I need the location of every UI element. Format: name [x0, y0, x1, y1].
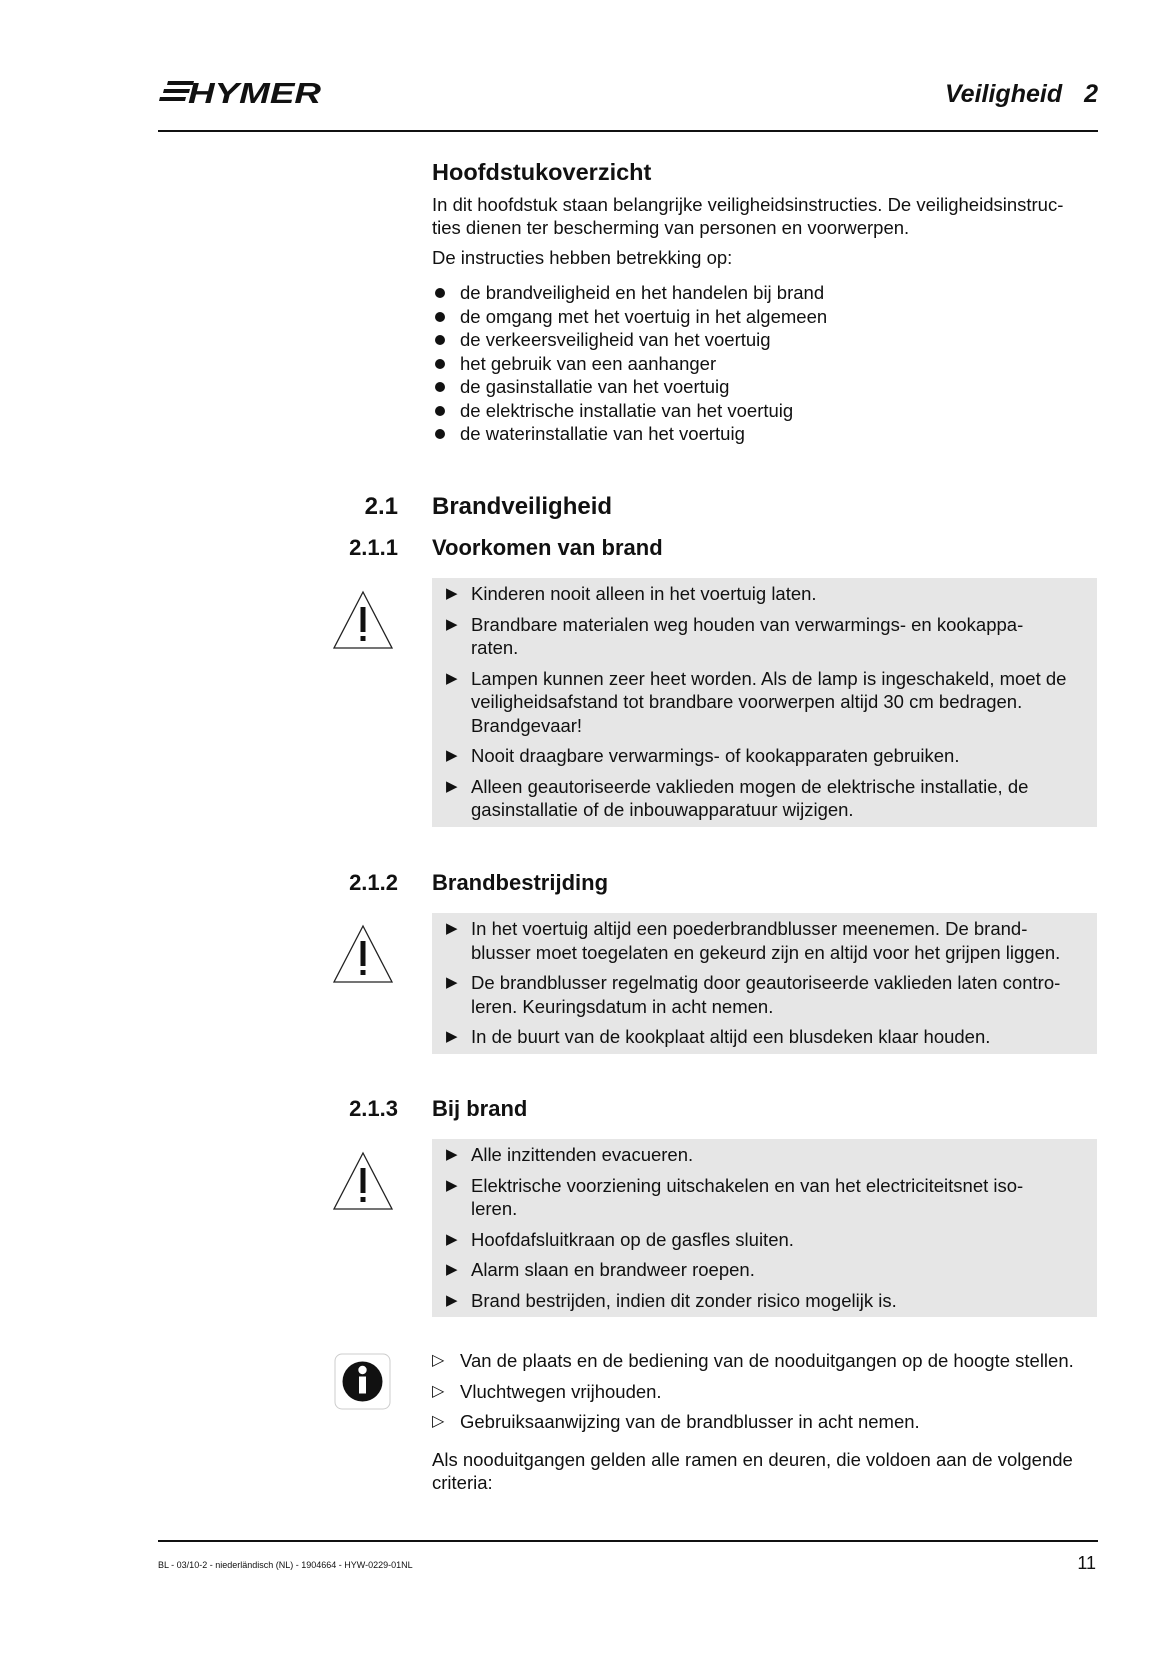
- chapter-number: 2: [1084, 80, 1098, 108]
- info-item: ▷ Vluchtwegen vrijhouden.: [432, 1380, 662, 1402]
- info-item: ▷ Van de plaats en de bediening van de nooduitgangen op de hoogte stellen.: [432, 1350, 1074, 1371]
- list-item: de gasinstallatie van het voertuig: [432, 375, 1098, 399]
- section-title: Voorkomen van brand: [432, 535, 663, 560]
- section-title: Bij brand: [432, 1096, 528, 1121]
- bullet-icon: [435, 335, 445, 345]
- warning-item: ▶ In de buurt van de kookplaat altijd een blusdeken klaar houden.: [446, 1026, 991, 1047]
- header-rule: [158, 130, 1098, 132]
- triangle-bullet-icon: ▶: [446, 615, 458, 633]
- triangle-bullet-icon: ▶: [446, 920, 458, 937]
- list-item: de verkeersveiligheid van het voertuig: [432, 328, 1098, 352]
- warning-triangle-icon: [332, 1151, 394, 1211]
- warning-item: ▶ Brandbare materialen weg houden van verwarmings- en kookappa- raten.: [446, 613, 1024, 658]
- warning-item: ▶ Hoofdafsluitkraan op de gasfles sluiten.: [446, 1228, 794, 1250]
- svg-text:HYMER: HYMER: [188, 78, 322, 106]
- intro-line: ties dienen ter bescherming van personen en voorwerpen.: [432, 217, 910, 238]
- hollow-triangle-bullet-icon: ▷: [432, 1352, 445, 1369]
- hymer-logo: [158, 78, 323, 106]
- section-title: Brandveiligheid: [432, 493, 613, 520]
- section-title: Brandbestrijding: [432, 870, 609, 895]
- bullet-icon: [435, 359, 445, 369]
- chapter-header: [945, 80, 1098, 109]
- hollow-triangle-bullet-icon: ▷: [432, 1382, 445, 1400]
- section-number: 2.1.1: [349, 535, 398, 560]
- warning-item: ▶ Nooit draagbare verwarmings- of kookapparaten gebruiken.: [446, 745, 960, 766]
- bullet-icon: [435, 406, 445, 416]
- warning-box: [432, 913, 1097, 1054]
- triangle-bullet-icon: ▶: [446, 585, 458, 602]
- overview-lead: De instructies hebben betrekking op:: [432, 246, 733, 268]
- warning-item: ▶ De brandblusser regelmatig door geautoriseerde vaklieden laten contro- leren. Keuringsdatum in acht nemen.: [446, 972, 1061, 1017]
- triangle-bullet-icon: ▶: [446, 1176, 458, 1194]
- section-number: 2.1: [364, 493, 398, 520]
- triangle-bullet-icon: ▶: [446, 1028, 458, 1045]
- list-item: de omgang met het voertuig in het algemeen: [432, 305, 1098, 329]
- overview-title: Hoofdstukoverzicht: [432, 159, 652, 185]
- triangle-bullet-icon: ▶: [446, 777, 458, 795]
- footer-rule: [158, 1540, 1098, 1542]
- list-item: de elektrische installatie van het voertuig: [432, 399, 1098, 423]
- warning-item: ▶ Lampen kunnen zeer heet worden. Als de lamp is ingeschakeld, moet de veiligheidsafstand tot brandbare voorwerpen altijd 30 cm bedragen. Brandgevaar!: [446, 667, 1067, 736]
- warning-item: ▶ Kinderen nooit alleen in het voertuig laten.: [446, 583, 817, 604]
- triangle-bullet-icon: ▶: [446, 669, 458, 687]
- bullet-icon: [435, 429, 445, 439]
- warning-triangle-icon: [332, 924, 394, 984]
- bullet-icon: [435, 382, 445, 392]
- list-item: de brandveiligheid en het handelen bij brand: [432, 281, 1098, 305]
- hollow-triangle-bullet-icon: ▷: [432, 1413, 445, 1430]
- triangle-bullet-icon: ▶: [446, 747, 458, 764]
- bullet-icon: [435, 288, 445, 298]
- warning-item: ▶ Alleen geautoriseerde vaklieden mogen de elektrische installatie, de gasinstallatie of de inbouwapparatuur wijzigen.: [446, 775, 1029, 820]
- section-number: 2.1.3: [349, 1096, 398, 1121]
- page-number: 11: [1077, 1553, 1096, 1573]
- intro-line: In dit hoofdstuk staan belangrijke veiligheidsinstructies. De veiligheidsinstruc-: [432, 193, 1064, 215]
- warning-item: ▶ Elektrische voorziening uitschakelen en van het electriciteitsnet iso- leren.: [446, 1174, 1024, 1219]
- triangle-bullet-icon: ▶: [446, 1146, 458, 1163]
- list-item: het gebruik van een aanhanger: [432, 352, 1098, 376]
- info-section: [432, 1349, 1098, 1495]
- info-item: ▷ Gebruiksaanwijzing van de brandblusser in acht nemen.: [432, 1411, 920, 1432]
- chapter-title: Veiligheid: [944, 80, 1063, 108]
- triangle-bullet-icon: ▶: [446, 1261, 458, 1278]
- info-closing: Als nooduitgangen gelden alle ramen en deuren, die voldoen aan de volgende criteria:: [432, 1448, 1073, 1493]
- warning-box: [432, 578, 1097, 827]
- overview-section: [432, 161, 1098, 446]
- warning-item: ▶ Brand bestrijden, indien dit zonder risico mogelijk is.: [446, 1289, 897, 1311]
- warning-item: ▶ Alarm slaan en brandweer roepen.: [446, 1259, 755, 1280]
- triangle-bullet-icon: ▶: [446, 1230, 458, 1248]
- bullet-icon: [435, 312, 445, 322]
- section-number: 2.1.2: [349, 870, 398, 895]
- warning-box: [432, 1139, 1097, 1317]
- warning-item: ▶ Alle inzittenden evacueren.: [446, 1144, 694, 1165]
- overview-list: [432, 281, 1098, 446]
- triangle-bullet-icon: ▶: [446, 1291, 458, 1309]
- overview-intro: [432, 193, 1098, 240]
- list-item: de waterinstallatie van het voertuig: [432, 422, 1098, 446]
- info-icon: [334, 1353, 391, 1410]
- warning-item: ▶ In het voertuig altijd een poederbrandblusser meenemen. De brand- blusser moet toegelaten en gekeurd zijn en altijd voor het grijpen liggen.: [446, 918, 1061, 963]
- triangle-bullet-icon: ▶: [446, 974, 458, 991]
- warning-triangle-icon: [332, 590, 394, 650]
- footer-doc-code: BL - 03/10-2 - niederländisch (NL) - 1904664 - HYW-0229-01NL: [158, 1560, 413, 1570]
